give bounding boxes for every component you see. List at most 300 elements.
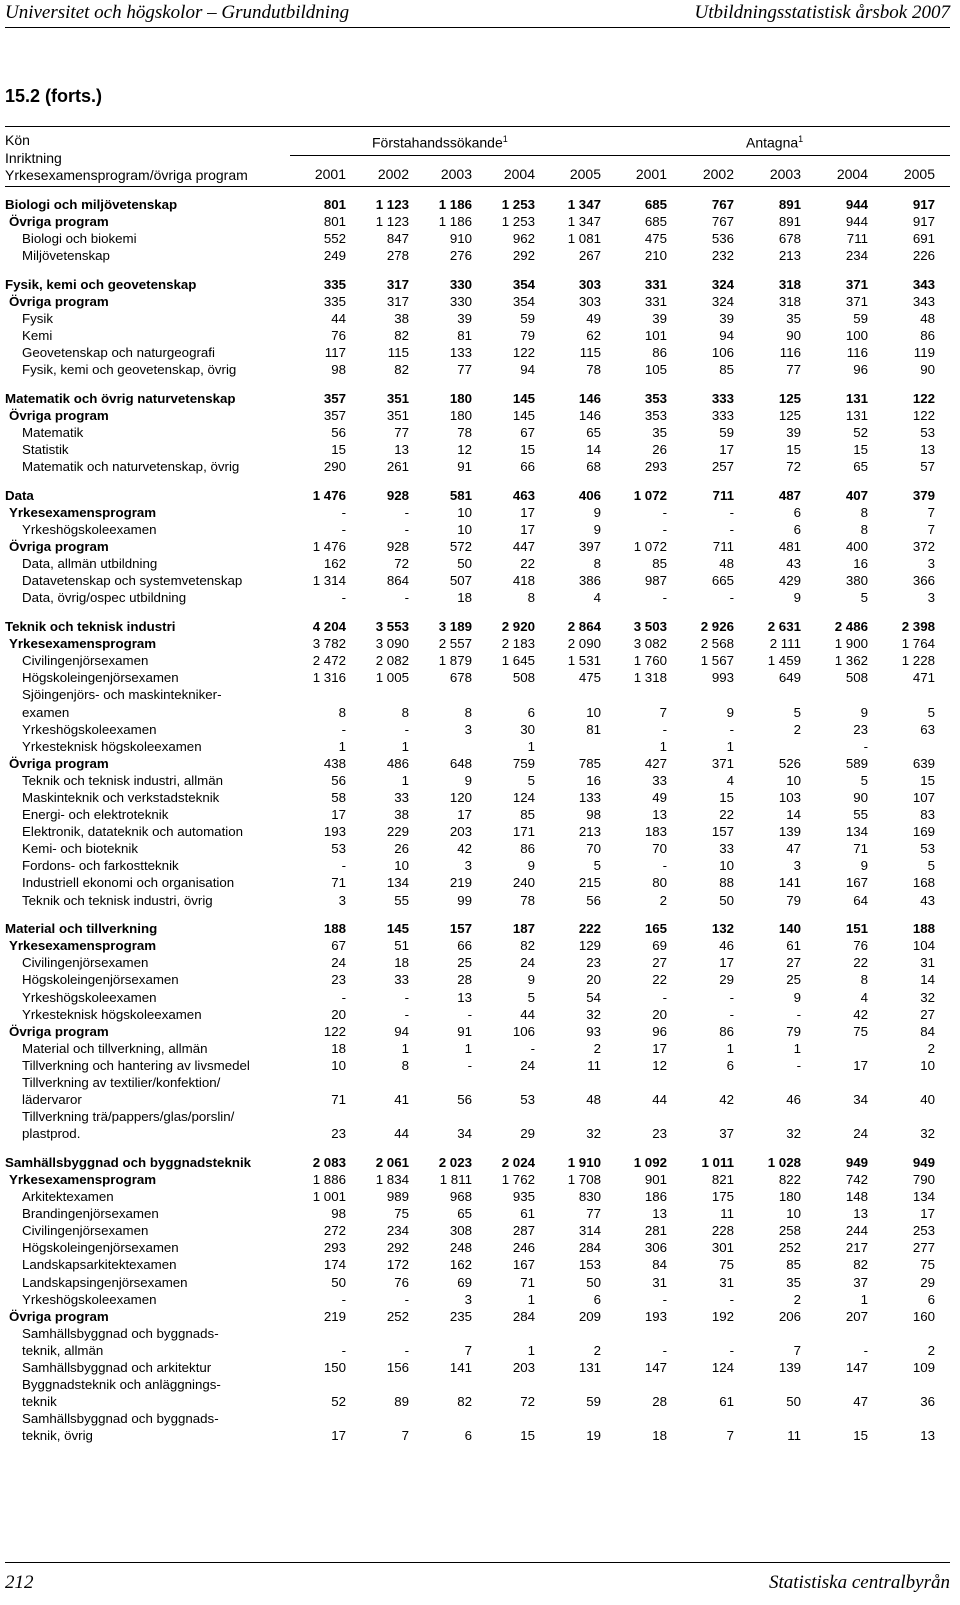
- cell-1: 1: [401, 1040, 409, 1056]
- cell-9: 253: [912, 1223, 935, 1239]
- cell-7: 318: [778, 276, 801, 292]
- cell-9: 2 398: [901, 619, 935, 635]
- cell-9: 917: [912, 214, 935, 230]
- row-label-line1: Samhällsbyggnad och byggnads-: [22, 1411, 219, 1427]
- cell-6: 15: [719, 790, 734, 805]
- year-header-1: 2002: [377, 166, 409, 182]
- cell-0: 76: [331, 328, 346, 344]
- cell-0: 53: [331, 841, 346, 857]
- cell-8: 234: [845, 248, 868, 264]
- cell-9: 43: [920, 892, 935, 908]
- table-row: [0, 504, 960, 521]
- cell-9: 1 228: [901, 653, 935, 669]
- cell-1: 72: [394, 556, 409, 572]
- cell-7: 9: [793, 590, 801, 606]
- cell-1: 33: [394, 972, 409, 988]
- table-row: [0, 721, 960, 738]
- cell-3: 9: [527, 972, 535, 988]
- cell-2: 25: [457, 955, 472, 971]
- cell-4: 785: [578, 755, 601, 771]
- cell-2: 141: [449, 1360, 472, 1375]
- row-label: Teknik och teknisk industri, allmän: [22, 772, 224, 788]
- cell-5: 35: [652, 425, 667, 441]
- cell-9: 83: [920, 807, 935, 823]
- table-row: [0, 361, 960, 378]
- cell-9: 5: [927, 858, 935, 874]
- cell-4: 267: [578, 248, 601, 264]
- row-label: Högskoleingenjörsexamen: [22, 1240, 179, 1256]
- row-label: Yrkeshögskoleexamen: [22, 522, 157, 538]
- cell-6: 2 926: [700, 619, 734, 635]
- cell-6: 124: [711, 1360, 734, 1375]
- cell-4: 475: [578, 670, 601, 686]
- cell-4: 2: [593, 1040, 601, 1056]
- cell-0: 23: [331, 1126, 346, 1142]
- cell-0: 1 476: [312, 487, 346, 503]
- cell-0: 357: [323, 390, 346, 406]
- cell-0: -: [341, 858, 346, 874]
- cell-0: 52: [331, 1394, 346, 1410]
- cell-8: 167: [845, 875, 868, 891]
- row-label: Material och tillverkning, allmän: [22, 1040, 208, 1056]
- cell-9: 917: [912, 197, 935, 212]
- cell-6: 132: [711, 921, 734, 937]
- cell-6: 11: [720, 1206, 734, 1222]
- cell-8: 15: [853, 442, 868, 458]
- cell-2: 3: [464, 721, 472, 737]
- cell-5: 49: [652, 790, 667, 805]
- table-row: [0, 840, 960, 857]
- row-label: Fordons- och farkostteknik: [22, 858, 179, 874]
- cell-5: 69: [652, 938, 667, 954]
- row-label: Kemi- och bioteknik: [22, 841, 139, 857]
- table-row: [0, 589, 960, 606]
- cell-4: 406: [578, 487, 601, 503]
- cell-2: 82: [457, 1394, 472, 1410]
- cell-4: 1 081: [567, 231, 601, 247]
- cell-1: 317: [386, 293, 409, 309]
- cell-6: 106: [711, 345, 734, 361]
- cell-3: 418: [512, 573, 535, 589]
- row-spacer: [0, 607, 960, 619]
- table-row: [0, 230, 960, 247]
- cell-0: 98: [331, 1206, 346, 1222]
- cell-2: 180: [449, 390, 472, 406]
- cell-6: 39: [719, 311, 734, 327]
- cell-5: 23: [652, 1126, 667, 1142]
- cell-5: 101: [644, 328, 667, 344]
- table-row: [0, 874, 960, 891]
- cell-8: 22: [853, 955, 868, 971]
- cell-3: 15: [520, 442, 535, 458]
- cell-0: 56: [331, 425, 346, 441]
- cell-9: 7: [927, 505, 935, 520]
- cell-1: 3 090: [375, 636, 409, 652]
- row-label-line2: plastprod.: [22, 1126, 81, 1142]
- cell-0: 1 314: [312, 573, 346, 589]
- cell-1: 7: [401, 1428, 409, 1444]
- cell-5: 85: [652, 556, 667, 572]
- cell-0: 162: [323, 556, 346, 572]
- cell-9: 2: [927, 1342, 935, 1358]
- cell-1: 2 061: [375, 1154, 409, 1170]
- cell-0: 801: [323, 197, 346, 212]
- cell-5: 165: [644, 921, 667, 937]
- section-title: 15.2 (forts.): [5, 86, 103, 106]
- cell-1: 172: [386, 1257, 409, 1273]
- cell-6: 371: [711, 755, 734, 771]
- cell-5: 20: [652, 1006, 667, 1022]
- cell-6: 157: [711, 824, 734, 840]
- row-label-line2: teknik, övrig: [22, 1428, 93, 1444]
- cell-8: 134: [845, 824, 868, 840]
- cell-5: 39: [652, 311, 667, 327]
- cell-7: 2 631: [767, 619, 801, 635]
- cell-0: 1 001: [312, 1189, 346, 1205]
- cell-4: 54: [586, 989, 601, 1005]
- cell-7: 649: [778, 670, 801, 686]
- cell-4: 49: [586, 311, 601, 327]
- cell-7: 678: [778, 231, 801, 247]
- table-row: [0, 1256, 960, 1273]
- cell-3: 82: [520, 938, 535, 954]
- cell-0: 17: [331, 1428, 346, 1444]
- table-row: [0, 1410, 960, 1444]
- cell-0: 174: [323, 1257, 346, 1273]
- cell-5: 18: [652, 1428, 667, 1444]
- cell-0: 3 782: [312, 636, 346, 652]
- cell-9: 122: [912, 390, 935, 406]
- cell-6: 324: [711, 293, 734, 309]
- cell-5: 31: [652, 1274, 667, 1290]
- cell-5: 80: [652, 875, 667, 891]
- cell-3: 171: [512, 824, 535, 840]
- cell-1: 317: [386, 276, 409, 292]
- cell-4: 133: [578, 790, 601, 805]
- cell-2: 1 186: [438, 214, 472, 230]
- table-row: [0, 1222, 960, 1239]
- cell-5: 293: [644, 459, 667, 475]
- cell-3: 9: [527, 858, 535, 874]
- cell-5: -: [662, 590, 667, 606]
- cell-1: 33: [394, 790, 409, 805]
- year-header-2: 2003: [440, 166, 472, 182]
- cell-0: 150: [323, 1360, 346, 1375]
- cell-7: 103: [778, 790, 801, 805]
- cell-5: 22: [652, 972, 667, 988]
- cell-3: 17: [520, 522, 535, 538]
- cell-1: 134: [386, 875, 409, 891]
- cell-9: 107: [912, 790, 935, 805]
- cell-2: -: [467, 1006, 472, 1022]
- cell-1: 76: [394, 1274, 409, 1290]
- cell-8: 207: [845, 1308, 868, 1324]
- cell-7: 1 459: [767, 653, 801, 669]
- group2-footnote: 1: [798, 134, 804, 144]
- cell-5: 44: [652, 1092, 667, 1108]
- cell-5: 7: [659, 704, 667, 720]
- cell-8: 64: [853, 892, 868, 908]
- table-row: [0, 806, 960, 823]
- cell-0: 335: [323, 276, 346, 292]
- table-row: [0, 1239, 960, 1256]
- cell-7: 77: [786, 362, 801, 378]
- cell-3: 1: [527, 738, 535, 754]
- cell-9: 160: [912, 1308, 935, 1324]
- cell-9: 109: [912, 1360, 935, 1375]
- cell-7: 35: [786, 1274, 801, 1290]
- cell-7: 79: [786, 1023, 801, 1039]
- row-spacer: [0, 909, 960, 921]
- cell-5: -: [662, 505, 667, 520]
- cell-4: 1 347: [567, 197, 601, 212]
- cell-6: 50: [719, 892, 734, 908]
- cell-7: 139: [778, 1360, 801, 1375]
- cell-8: 100: [845, 328, 868, 344]
- cell-8: 1 362: [834, 653, 868, 669]
- cell-2: 65: [457, 1206, 472, 1222]
- cell-3: 2 024: [501, 1154, 535, 1170]
- cell-2: 678: [449, 670, 472, 686]
- cell-9: 471: [912, 670, 935, 686]
- cell-3: 759: [512, 755, 535, 771]
- cell-8: 4: [860, 989, 868, 1005]
- cell-7: 7: [793, 1342, 801, 1358]
- cell-5: 13: [652, 807, 667, 823]
- cell-1: 8: [401, 704, 409, 720]
- table-row: [0, 1188, 960, 1205]
- cell-5: -: [662, 989, 667, 1005]
- cell-8: 508: [845, 670, 868, 686]
- cell-0: 1 476: [312, 539, 346, 555]
- cell-7: 318: [778, 293, 801, 309]
- cell-6: 767: [711, 214, 734, 230]
- cell-2: 133: [449, 345, 472, 361]
- cell-2: 91: [457, 1023, 472, 1039]
- cell-3: 15: [520, 1428, 535, 1444]
- cell-5: -: [662, 522, 667, 538]
- cell-2: 330: [449, 293, 472, 309]
- cell-9: 188: [912, 921, 935, 937]
- cell-7: 429: [778, 573, 801, 589]
- table-row: [0, 1108, 960, 1142]
- cell-8: 24: [853, 1126, 868, 1142]
- table-row: [0, 652, 960, 669]
- row-label: Elektronik, datateknik och automation: [22, 824, 244, 840]
- cell-7: 3: [793, 858, 801, 874]
- table-row: [0, 920, 960, 937]
- header-group-antagna: [746, 134, 803, 151]
- row-label: Fysik, kemi och geovetenskap, övrig: [22, 362, 237, 378]
- cell-9: 639: [912, 755, 935, 771]
- cell-1: 26: [394, 841, 409, 857]
- cell-3: 354: [512, 293, 535, 309]
- cell-4: 70: [586, 841, 601, 857]
- cell-4: 20: [586, 972, 601, 988]
- cell-6: 75: [719, 1257, 734, 1273]
- cell-5: 26: [652, 442, 667, 458]
- cell-2: 69: [457, 1274, 472, 1290]
- cell-7: -: [796, 1006, 801, 1022]
- cell-4: 4: [593, 590, 601, 606]
- cell-2: 13: [457, 989, 472, 1005]
- cell-1: -: [404, 721, 409, 737]
- row-label: [22, 1325, 219, 1359]
- row-label: Yrkeshögskoleexamen: [22, 721, 157, 737]
- cell-7: 6: [793, 505, 801, 520]
- cell-9: 57: [920, 459, 935, 475]
- cell-5: 987: [644, 573, 667, 589]
- cell-5: 1 318: [633, 670, 667, 686]
- cell-1: 18: [394, 955, 409, 971]
- cell-2: 39: [457, 311, 472, 327]
- cell-6: 711: [712, 539, 734, 555]
- cell-5: -: [662, 1291, 667, 1307]
- cell-9: 343: [912, 276, 935, 292]
- cell-1: 89: [394, 1394, 409, 1410]
- cell-2: 10: [457, 505, 472, 520]
- cell-8: 944: [845, 197, 868, 212]
- cell-3: 167: [512, 1257, 535, 1273]
- cell-5: 353: [644, 390, 667, 406]
- header-left-title: Universitet och högskolor – Grundutbildning: [5, 2, 350, 23]
- cell-9: 17: [920, 1206, 935, 1222]
- cell-0: -: [341, 721, 346, 737]
- table-row: [0, 1274, 960, 1291]
- cell-2: 6: [464, 1428, 472, 1444]
- table-row: [0, 1057, 960, 1074]
- cell-0: 18: [331, 1040, 346, 1056]
- cell-6: 94: [719, 328, 734, 344]
- cell-4: 1 910: [567, 1154, 601, 1170]
- cell-9: 379: [912, 487, 935, 503]
- cell-1: 156: [386, 1360, 409, 1375]
- row-spacer: [0, 264, 960, 276]
- row-label: Kemi: [22, 328, 53, 344]
- cell-3: 29: [520, 1126, 535, 1142]
- header-right-title: Utbildningsstatistisk årsbok 2007: [694, 2, 950, 23]
- cell-0: 10: [331, 1057, 346, 1073]
- cell-7: 125: [778, 408, 801, 424]
- cell-1: 1: [401, 738, 409, 754]
- cell-2: 203: [449, 824, 472, 840]
- cell-1: 82: [394, 328, 409, 344]
- cell-4: 77: [586, 1206, 601, 1222]
- cell-0: 357: [323, 408, 346, 424]
- cell-7: 85: [786, 1257, 801, 1273]
- cell-7: 5: [793, 704, 801, 720]
- table-row: [0, 618, 960, 635]
- table-row: [0, 1154, 960, 1171]
- row-label: Civilingenjörsexamen: [22, 955, 149, 971]
- cell-4: 153: [578, 1257, 601, 1273]
- cell-7: 206: [778, 1308, 801, 1324]
- cell-4: 303: [578, 293, 601, 309]
- row-label: Högskoleingenjörsexamen: [22, 670, 179, 686]
- cell-3: 85: [520, 807, 535, 823]
- cell-3: 44: [520, 1006, 535, 1022]
- cell-5: 1 092: [633, 1154, 667, 1170]
- page-number: 212: [5, 1572, 34, 1593]
- cell-4: 386: [578, 573, 601, 589]
- cell-5: 27: [652, 955, 667, 971]
- cell-2: 1 811: [439, 1171, 472, 1187]
- page-header: [0, 0, 960, 30]
- cell-1: 13: [394, 442, 409, 458]
- cell-9: 10: [920, 1057, 935, 1073]
- cell-1: 928: [386, 487, 409, 503]
- cell-4: 2 864: [567, 619, 601, 635]
- cell-3: 463: [512, 487, 535, 503]
- cell-7: 252: [778, 1240, 801, 1256]
- cell-0: -: [341, 1291, 346, 1307]
- cell-8: 9: [860, 704, 868, 720]
- cell-3: 59: [520, 311, 535, 327]
- cell-8: -: [863, 1342, 868, 1358]
- cell-1: 8: [401, 1057, 409, 1073]
- cell-3: 240: [512, 875, 535, 891]
- cell-9: 13: [920, 442, 935, 458]
- cell-5: 186: [644, 1189, 667, 1205]
- cell-8: 742: [845, 1171, 868, 1187]
- cell-7: 2: [793, 1291, 801, 1307]
- row-label-line1: Tillverkning trä/pappers/glas/porslin/: [22, 1109, 235, 1125]
- cell-4: 1 708: [567, 1171, 601, 1187]
- cell-2: 1 186: [438, 197, 472, 212]
- row-label: Övriga program: [9, 539, 109, 555]
- cell-5: 331: [644, 276, 667, 292]
- cell-2: 8: [464, 704, 472, 720]
- cell-5: 1 072: [633, 539, 667, 555]
- cell-4: 284: [578, 1240, 601, 1256]
- cell-2: 507: [449, 573, 472, 589]
- cell-2: 276: [449, 248, 472, 264]
- cell-1: 928: [386, 539, 409, 555]
- cell-2: 648: [449, 755, 472, 771]
- cell-4: 16: [586, 772, 601, 788]
- cell-6: 232: [711, 248, 734, 264]
- cell-2: 77: [457, 362, 472, 378]
- cell-2: 34: [457, 1126, 472, 1142]
- cell-0: 117: [324, 345, 346, 361]
- cell-8: 116: [846, 345, 868, 361]
- cell-8: 131: [845, 390, 868, 406]
- cell-8: 151: [845, 921, 868, 937]
- cell-8: 15: [853, 1428, 868, 1444]
- cell-6: 767: [711, 197, 734, 212]
- table-row: [0, 1325, 960, 1359]
- cell-7: 39: [786, 425, 801, 441]
- cell-2: 330: [449, 276, 472, 292]
- cell-5: 12: [652, 1057, 667, 1073]
- page-footer: [0, 1562, 960, 1602]
- year-header-4: 2005: [569, 166, 601, 182]
- cell-6: 1: [726, 1040, 734, 1056]
- cell-8: 147: [845, 1360, 868, 1375]
- cell-5: 84: [652, 1257, 667, 1273]
- cell-1: 75: [394, 1206, 409, 1222]
- table-row: [0, 1205, 960, 1222]
- cell-4: 146: [578, 408, 601, 424]
- cell-1: 351: [386, 408, 409, 424]
- cell-7: 487: [778, 487, 801, 503]
- cell-0: 71: [331, 875, 346, 891]
- row-label: Miljövetenskap: [22, 248, 110, 264]
- cell-6: 42: [719, 1092, 734, 1108]
- cell-8: 407: [845, 487, 868, 503]
- row-label: Civilingenjörsexamen: [22, 653, 149, 669]
- row-label: Yrkesexamensprogram: [9, 938, 157, 954]
